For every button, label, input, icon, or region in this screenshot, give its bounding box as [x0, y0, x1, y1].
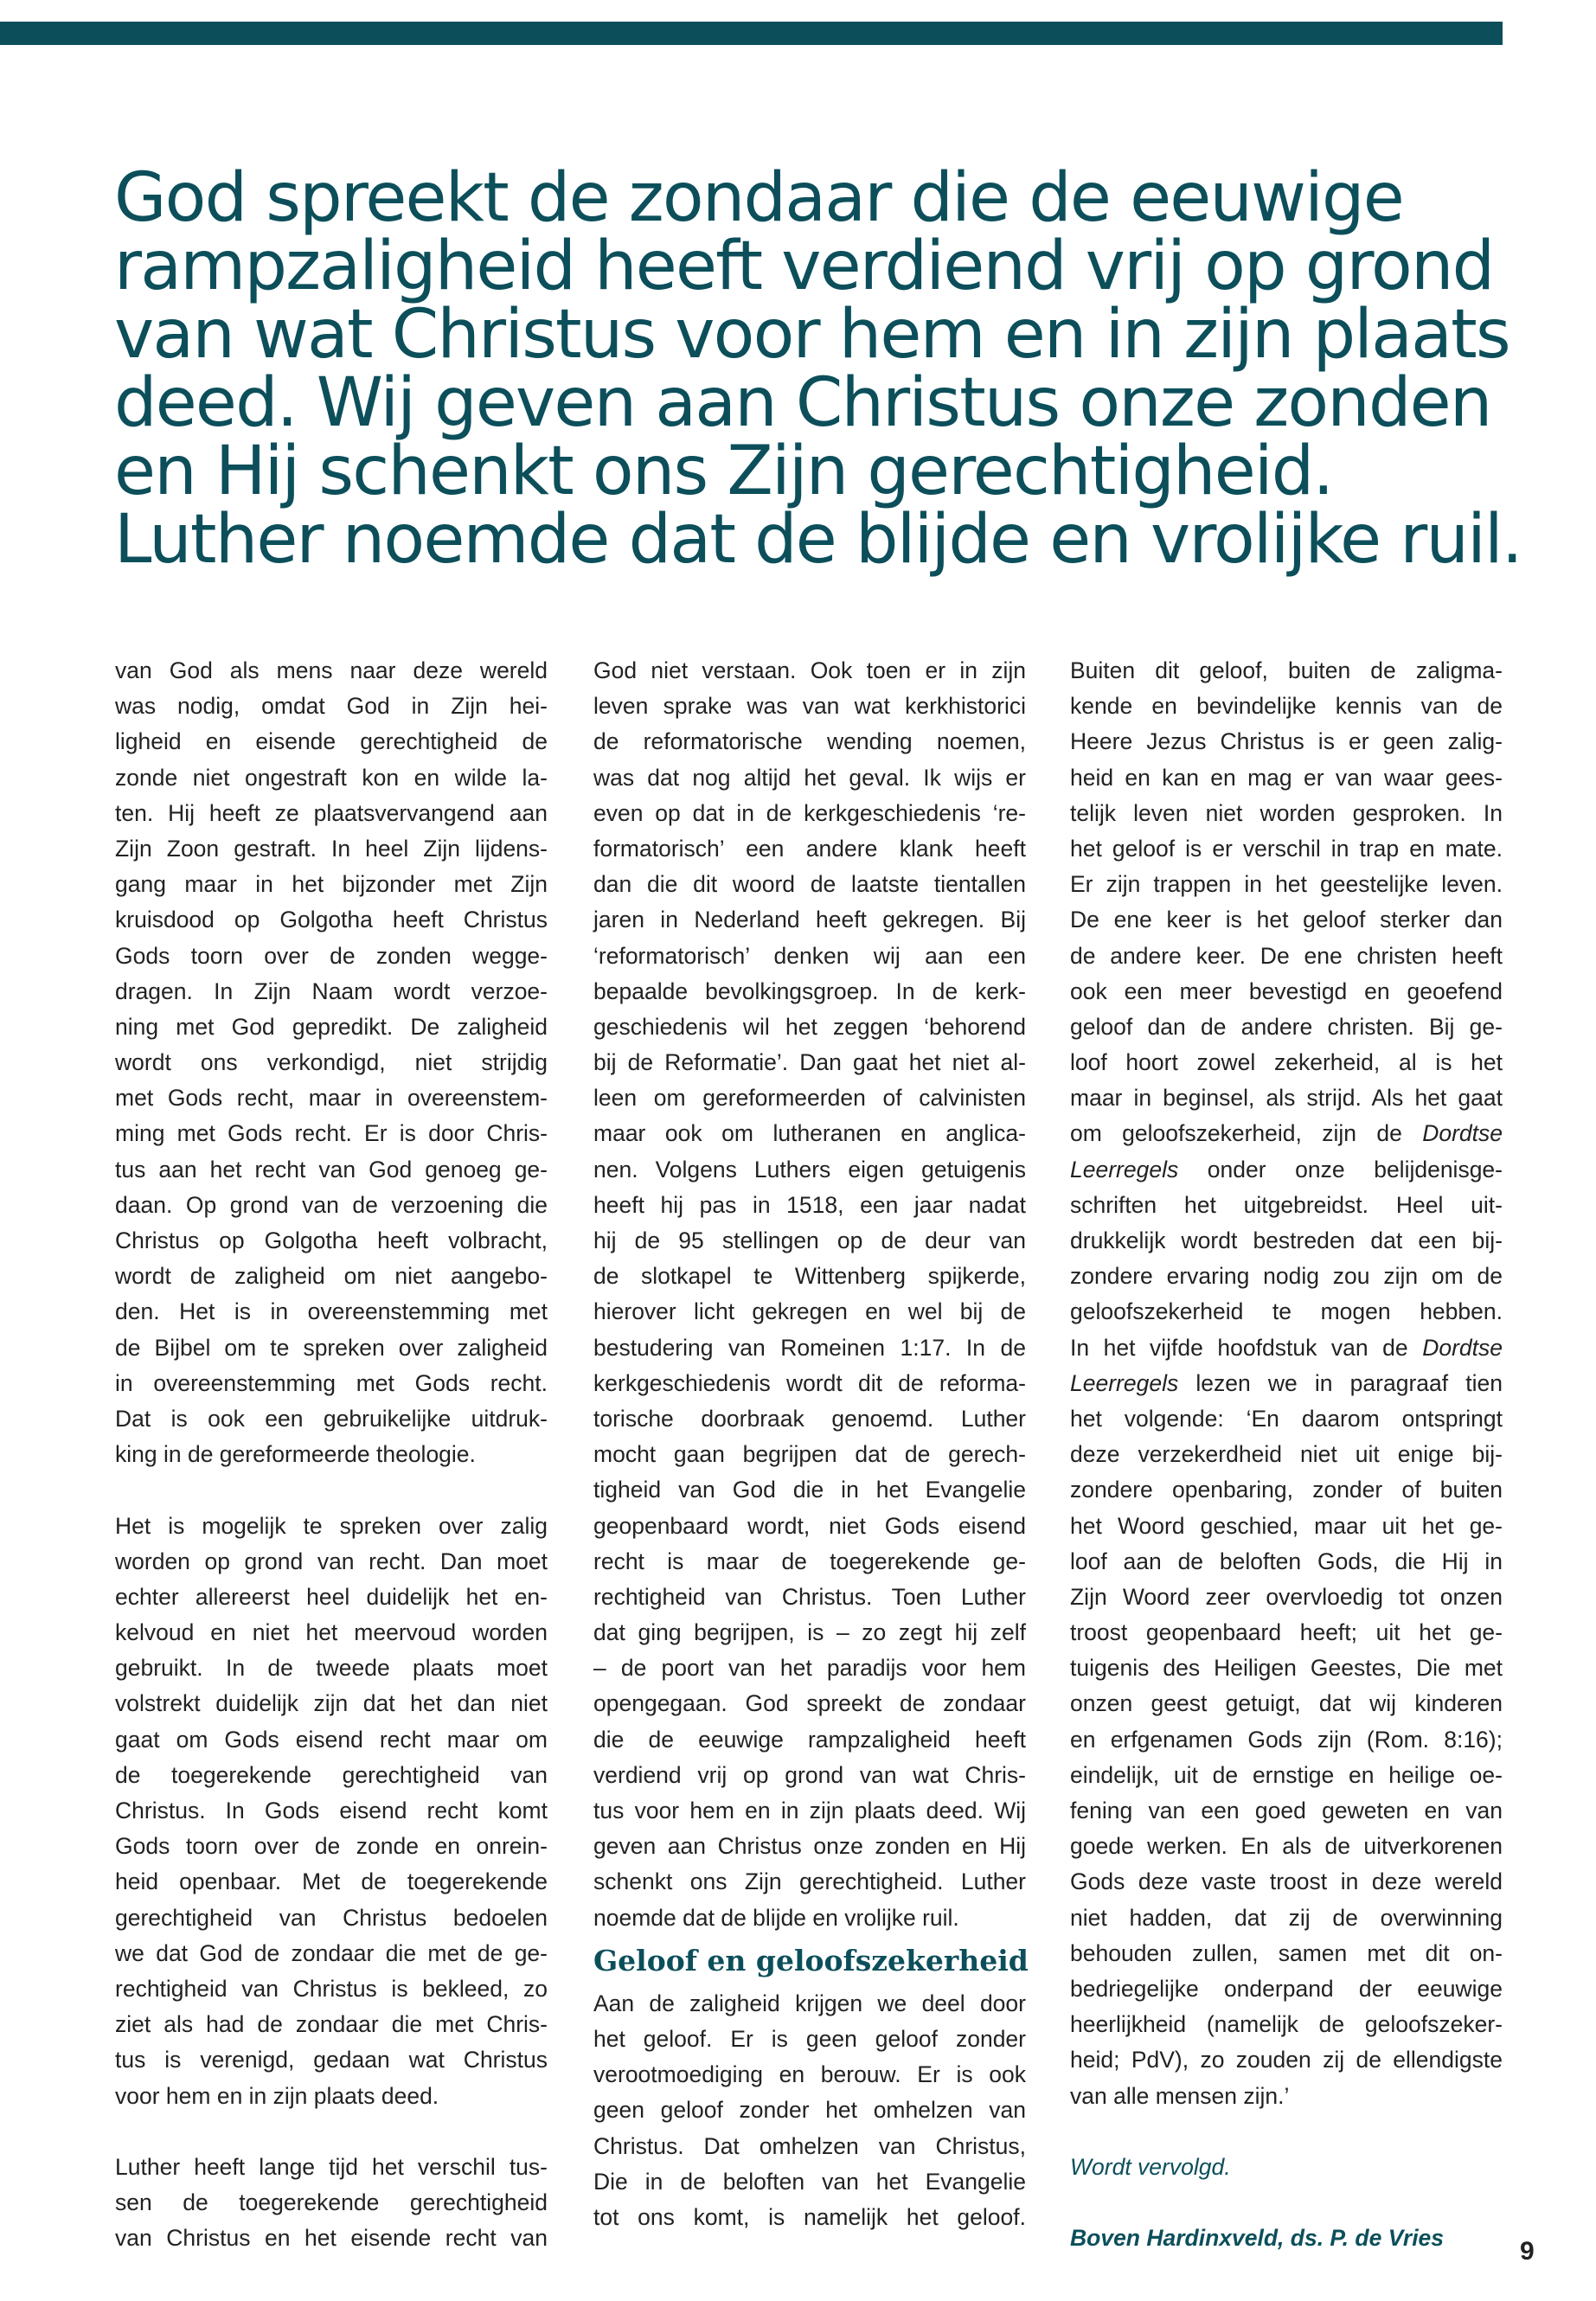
text-line: jaren in Nederland heeft gekregen. Bij [593, 907, 1026, 933]
text-line: drukkelijk wordt bestreden dat een bij- [1070, 1227, 1503, 1253]
text-line: tus is verenigd, gedaan wat Christus [115, 2047, 548, 2073]
text-line: Aan de zaligheid krijgen we deel door [593, 1990, 1026, 2016]
pull-quote [114, 159, 1522, 579]
pull-quote-line: deed. Wij geven aan Christus onze zonden [114, 364, 1491, 442]
text-line: tus voor hem en in zijn plaats deed. Wij [593, 1798, 1026, 1823]
text-fragment: In het vijfde hoofdstuk van de [1070, 1334, 1423, 1361]
text-line: bestudering van Romeinen 1:17. In de [593, 1334, 1026, 1361]
text-line: heid; PdV), zo zouden zij de ellendigste [1070, 2047, 1503, 2073]
text-line: opengegaan. God spreekt de zondaar [593, 1690, 1026, 1717]
text-line: gebruikt. In de tweede plaats moet [115, 1655, 548, 1682]
text-line: kende en bevindelijke kennis van de [1070, 693, 1503, 720]
text-line: Gods toorn over de zonde en onrein- [115, 1833, 548, 1860]
text-line: Buiten dit geloof, buiten de zaligma- [1070, 657, 1503, 683]
text-line: den. Het is in overeenstemming met [115, 1298, 548, 1325]
text-line: de toegerekende gerechtigheid van [115, 1761, 548, 1788]
text-line: het Woord geschied, maar uit het ge- [1070, 1512, 1503, 1539]
text-line: Luther heeft lange tijd het verschil tus- [115, 2153, 548, 2180]
paragraph [115, 653, 548, 1472]
text-line [1070, 1330, 1503, 1366]
text-line: geloof dan de andere christen. Bij ge- [1070, 1013, 1503, 1040]
text-line: God niet verstaan. Ook toen er in zijn [593, 657, 1026, 683]
text-line: schriften het uitgebreidst. Heel uit- [1070, 1191, 1503, 1218]
text-line: Heere Jezus Christus is er geen zalig- [1070, 728, 1503, 755]
text-line: tigheid van God die in het Evangelie [593, 1477, 1026, 1503]
text-line: tuigenis des Heiligen Geestes, Die met [1070, 1655, 1503, 1682]
text-line [1070, 1152, 1503, 1188]
text-line: ming met Gods recht. Er is door Chris- [115, 1120, 548, 1147]
book-title: Dordtse [1422, 1334, 1503, 1361]
text-line: recht is maar de toegerekende ge- [593, 1548, 1026, 1574]
text-line: heeft hij pas in 1518, een jaar nadat [593, 1191, 1026, 1218]
text-line: geopenbaard wordt, niet Gods eisend [593, 1512, 1026, 1539]
text-line: goede werken. En als de uitverkorenen [1070, 1833, 1503, 1860]
text-line: kruisdood op Golgotha heeft Christus [115, 907, 548, 933]
text-line: mocht gaan begrijpen dat de gerech- [593, 1441, 1026, 1468]
text-line: geloofszekerheid te mogen hebben. [1070, 1298, 1503, 1325]
article-column-1 [115, 653, 548, 2256]
text-line: we dat God de zondaar die met de ge- [115, 1939, 548, 1966]
text-line: Christus. In Gods eisend recht komt [115, 1798, 548, 1823]
text-line: telijk leven niet worden gesproken. In [1070, 799, 1503, 826]
paragraph [593, 1986, 1026, 2235]
text-line: king in de gereformeerde theologie. [115, 1441, 476, 1468]
text-line: geven aan Christus onze zonden en Hij [593, 1833, 1026, 1860]
text-line: leen om gereformeerden of calvinisten [593, 1085, 1026, 1112]
paragraph [593, 653, 1026, 1936]
pull-quote-line: en Hij schenkt ons Zijn gerechtigheid. [114, 433, 1333, 510]
text-fragment: om geloofszekerheid, zijn de [1070, 1120, 1423, 1147]
text-line: leven sprake was van wat kerkhistorici [593, 693, 1026, 720]
text-line: geen geloof zonder het omhelzen van [593, 2097, 1026, 2124]
article-column-2 [593, 653, 1029, 2235]
text-line: ziet als had de zondaar die met Chris- [115, 2011, 548, 2038]
text-line: De ene keer is het geloof sterker dan [1070, 907, 1503, 933]
text-line: behouden zullen, samen met dit on- [1070, 1939, 1503, 1966]
text-line: het volgende: ‘En daarom ontspringt [1070, 1405, 1503, 1432]
text-line: tot ons komt, is namelijk het geloof. [593, 2203, 1026, 2230]
text-line: gaat om Gods eisend recht maar om [115, 1726, 548, 1753]
article-column-3 [1070, 653, 1503, 2256]
book-title: Leerregels [1070, 1369, 1179, 1396]
text-line: Gods toorn over de zonden wegge- [115, 942, 548, 969]
text-line: bedriegelijke onderpand der eeuwige [1070, 1975, 1503, 2002]
text-line: – de poort van het paradijs voor hem [593, 1655, 1026, 1682]
pull-quote-line: God spreekt de zondaar die de eeuwige [114, 159, 1403, 237]
text-line: niet hadden, dat zij de overwinning [1070, 1904, 1503, 1931]
text-line: in overeenstemming met Gods recht. [115, 1369, 548, 1396]
text-line: en erfgenamen Gods zijn (Rom. 8:16); [1070, 1726, 1503, 1753]
section-heading: Geloof en geloofszekerheid [593, 1943, 1029, 1977]
text-line: Die in de beloften van het Evangelie [593, 2168, 1026, 2195]
text-line: rechtigheid van Christus is bekleed, zo [115, 1975, 548, 2002]
text-line: Christus op Golgotha heeft volbracht, [115, 1227, 548, 1253]
text-line: kelvoud en niet het meervoud worden [115, 1619, 548, 1646]
text-line: Dat is ook een gebruikelijke uitdruk- [115, 1405, 548, 1432]
text-line: Zijn Zoon gestraft. In heel Zijn lijdens- [115, 835, 548, 862]
text-line: fening van een goed geweten en van [1070, 1798, 1503, 1823]
text-line: het geloof is er verschil in trap en mate. [1070, 835, 1503, 862]
text-line [1070, 1366, 1503, 1401]
text-line: troost geopenbaard heeft; uit het ge- [1070, 1619, 1503, 1646]
book-title: Leerregels [1070, 1156, 1179, 1183]
text-line: het geloof. Er is geen geloof zonder [593, 2025, 1026, 2052]
text-line: maar in beginsel, als strijd. Als het gaat [1070, 1085, 1503, 1112]
text-line: Christus. Dat omhelzen van Christus, [593, 2132, 1026, 2159]
text-line: echter allereerst heel duidelijk het en- [115, 1583, 548, 1610]
text-line: torische doorbraak genoemd. Luther [593, 1405, 1026, 1432]
text-line: rechtigheid van Christus. Toen Luther [593, 1583, 1026, 1610]
paragraph [115, 2150, 548, 2257]
text-line: ook een meer bevestigd en geoefend [1070, 977, 1503, 1004]
author-byline: Boven Hardinxveld, ds. P. de Vries [1070, 2225, 1445, 2252]
text-line: heerlijkheid (namelijk de geloofszeker- [1070, 2011, 1503, 2038]
text-line: deze verzekerdheid niet uit enige bij- [1070, 1441, 1503, 1468]
text-line: ‘reformatorisch’ denken wij aan een [593, 942, 1026, 969]
text-line: kerkgeschiedenis wordt dit de reforma- [593, 1369, 1026, 1396]
text-line: gang maar in het bijzonder met Zijn [115, 871, 548, 898]
text-line: Er zijn trappen in het geestelijke leven. [1070, 871, 1503, 898]
text-line: bij de Reformatie’. Dan gaat het niet al- [593, 1049, 1026, 1076]
paragraph [1070, 653, 1503, 2114]
text-line: van Christus en het eisende recht van [115, 2225, 548, 2252]
text-line: verdiend vrij op grond van wat Chris- [593, 1761, 1026, 1788]
text-line: wordt de zaligheid om niet aangebo- [115, 1263, 548, 1290]
text-line: de andere keer. De ene christen heeft [1070, 942, 1503, 969]
top-accent-bar [0, 22, 1503, 45]
pull-quote-line: Luther noemde dat de blijde en vrolijke ruil. [114, 501, 1522, 579]
text-line: de Bijbel om te spreken over zaligheid [115, 1334, 548, 1361]
text-line: wordt ons verkondigd, niet strijdig [115, 1049, 548, 1076]
text-line: loof hoort zowel zekerheid, al is het [1070, 1049, 1503, 1076]
text-line: verootmoediging en berouw. Er is ook [593, 2061, 1026, 2088]
text-line: was dat nog altijd het geval. Ik wijs er [593, 764, 1026, 791]
text-line: maar ook om lutheranen en anglica- [593, 1120, 1026, 1147]
text-fragment: lezen we in paragraaf tien [1178, 1369, 1503, 1396]
text-line: ligheid en eisende gerechtigheid de [115, 728, 548, 755]
text-line: schenkt ons Zijn gerechtigheid. Luther [593, 1868, 1026, 1895]
text-line: met Gods recht, maar in overeenstem- [115, 1085, 548, 1112]
text-line: Gods deze vaste troost in deze wereld [1070, 1868, 1503, 1895]
text-line: eindelijk, uit de ernstige en heilige oe- [1070, 1761, 1503, 1788]
text-line: dan die dit woord de laatste tientallen [593, 871, 1026, 898]
pull-quote-line: rampzaligheid heeft verdiend vrij op grond [114, 228, 1494, 305]
text-line: worden op grond van recht. Dan moet [115, 1548, 548, 1574]
text-line: daan. Op grond van de verzoening die [115, 1191, 548, 1218]
text-line: Het is mogelijk te spreken over zalig [115, 1512, 548, 1539]
text-line: sen de toegerekende gerechtigheid [115, 2189, 548, 2216]
text-line: heid openbaar. Met de toegerekende [115, 1868, 548, 1895]
text-line: heid en kan en mag er van waar gees- [1070, 764, 1503, 791]
text-line: dragen. In Zijn Naam wordt verzoe- [115, 977, 548, 1004]
text-line: tus aan het recht van God genoeg ge- [115, 1156, 548, 1183]
text-line: de reformatorische wending noemen, [593, 728, 1026, 755]
text-line: gerechtigheid van Christus bedoelen [115, 1904, 548, 1931]
text-line: Zijn Woord zeer overvloedig tot onzen [1070, 1583, 1503, 1610]
text-line: dat ging begrijpen, is – zo zegt hij zelf [593, 1619, 1026, 1646]
text-line: bepaalde bevolkingsgroep. In de kerk- [593, 977, 1026, 1004]
text-line: noemde dat de blijde en vrolijke ruil. [593, 1904, 959, 1931]
text-line: was nodig, omdat God in Zijn hei- [115, 693, 548, 720]
text-fragment: onder onze belijdenisge- [1178, 1156, 1503, 1183]
book-title: Dordtse [1422, 1120, 1503, 1147]
text-line: geschiedenis wil het zeggen ‘behorend [593, 1013, 1026, 1040]
text-line: van God als mens naar deze wereld [115, 657, 548, 683]
text-line: loof aan de beloften Gods, die Hij in [1070, 1548, 1503, 1574]
text-line: zonde niet ongestraft kon en wilde la- [115, 764, 548, 791]
text-line: ning met God gepredikt. De zaligheid [115, 1013, 548, 1040]
pull-quote-line: van wat Christus voor hem en in zijn plaats [114, 296, 1509, 374]
text-line: de slotkapel te Wittenberg spijkerde, [593, 1263, 1026, 1290]
text-line: ten. Hij heeft ze plaatsvervangend aan [115, 799, 548, 826]
text-line [1070, 1116, 1503, 1151]
text-line: even op dat in de kerkgeschiedenis ‘re- [593, 799, 1026, 826]
text-line: onzen geest getuigt, dat wij kinderen [1070, 1690, 1503, 1717]
text-line: hij de 95 stellingen op de deur van [593, 1227, 1026, 1253]
text-line: hierover licht gekregen en wel bij de [593, 1298, 1026, 1325]
text-line: die de eeuwige rampzaligheid heeft [593, 1726, 1026, 1753]
text-line: nen. Volgens Luthers eigen getuigenis [593, 1156, 1026, 1183]
text-line: formatorisch’ een andere klank heeft [593, 835, 1026, 862]
text-line: zondere openbaring, zonder of buiten [1070, 1477, 1503, 1503]
paragraph [115, 1509, 548, 2114]
text-line: zondere ervaring nodig zou zijn om de [1070, 1263, 1503, 1290]
text-line: voor hem en in zijn plaats deed. [115, 2082, 439, 2109]
text-line: van alle mensen zijn.’ [1070, 2082, 1290, 2109]
text-line: volstrekt duidelijk zijn dat het dan niet [115, 1690, 548, 1717]
page-number: 9 [1520, 2237, 1535, 2266]
continued-note: Wordt vervolgd. [1070, 2153, 1231, 2180]
